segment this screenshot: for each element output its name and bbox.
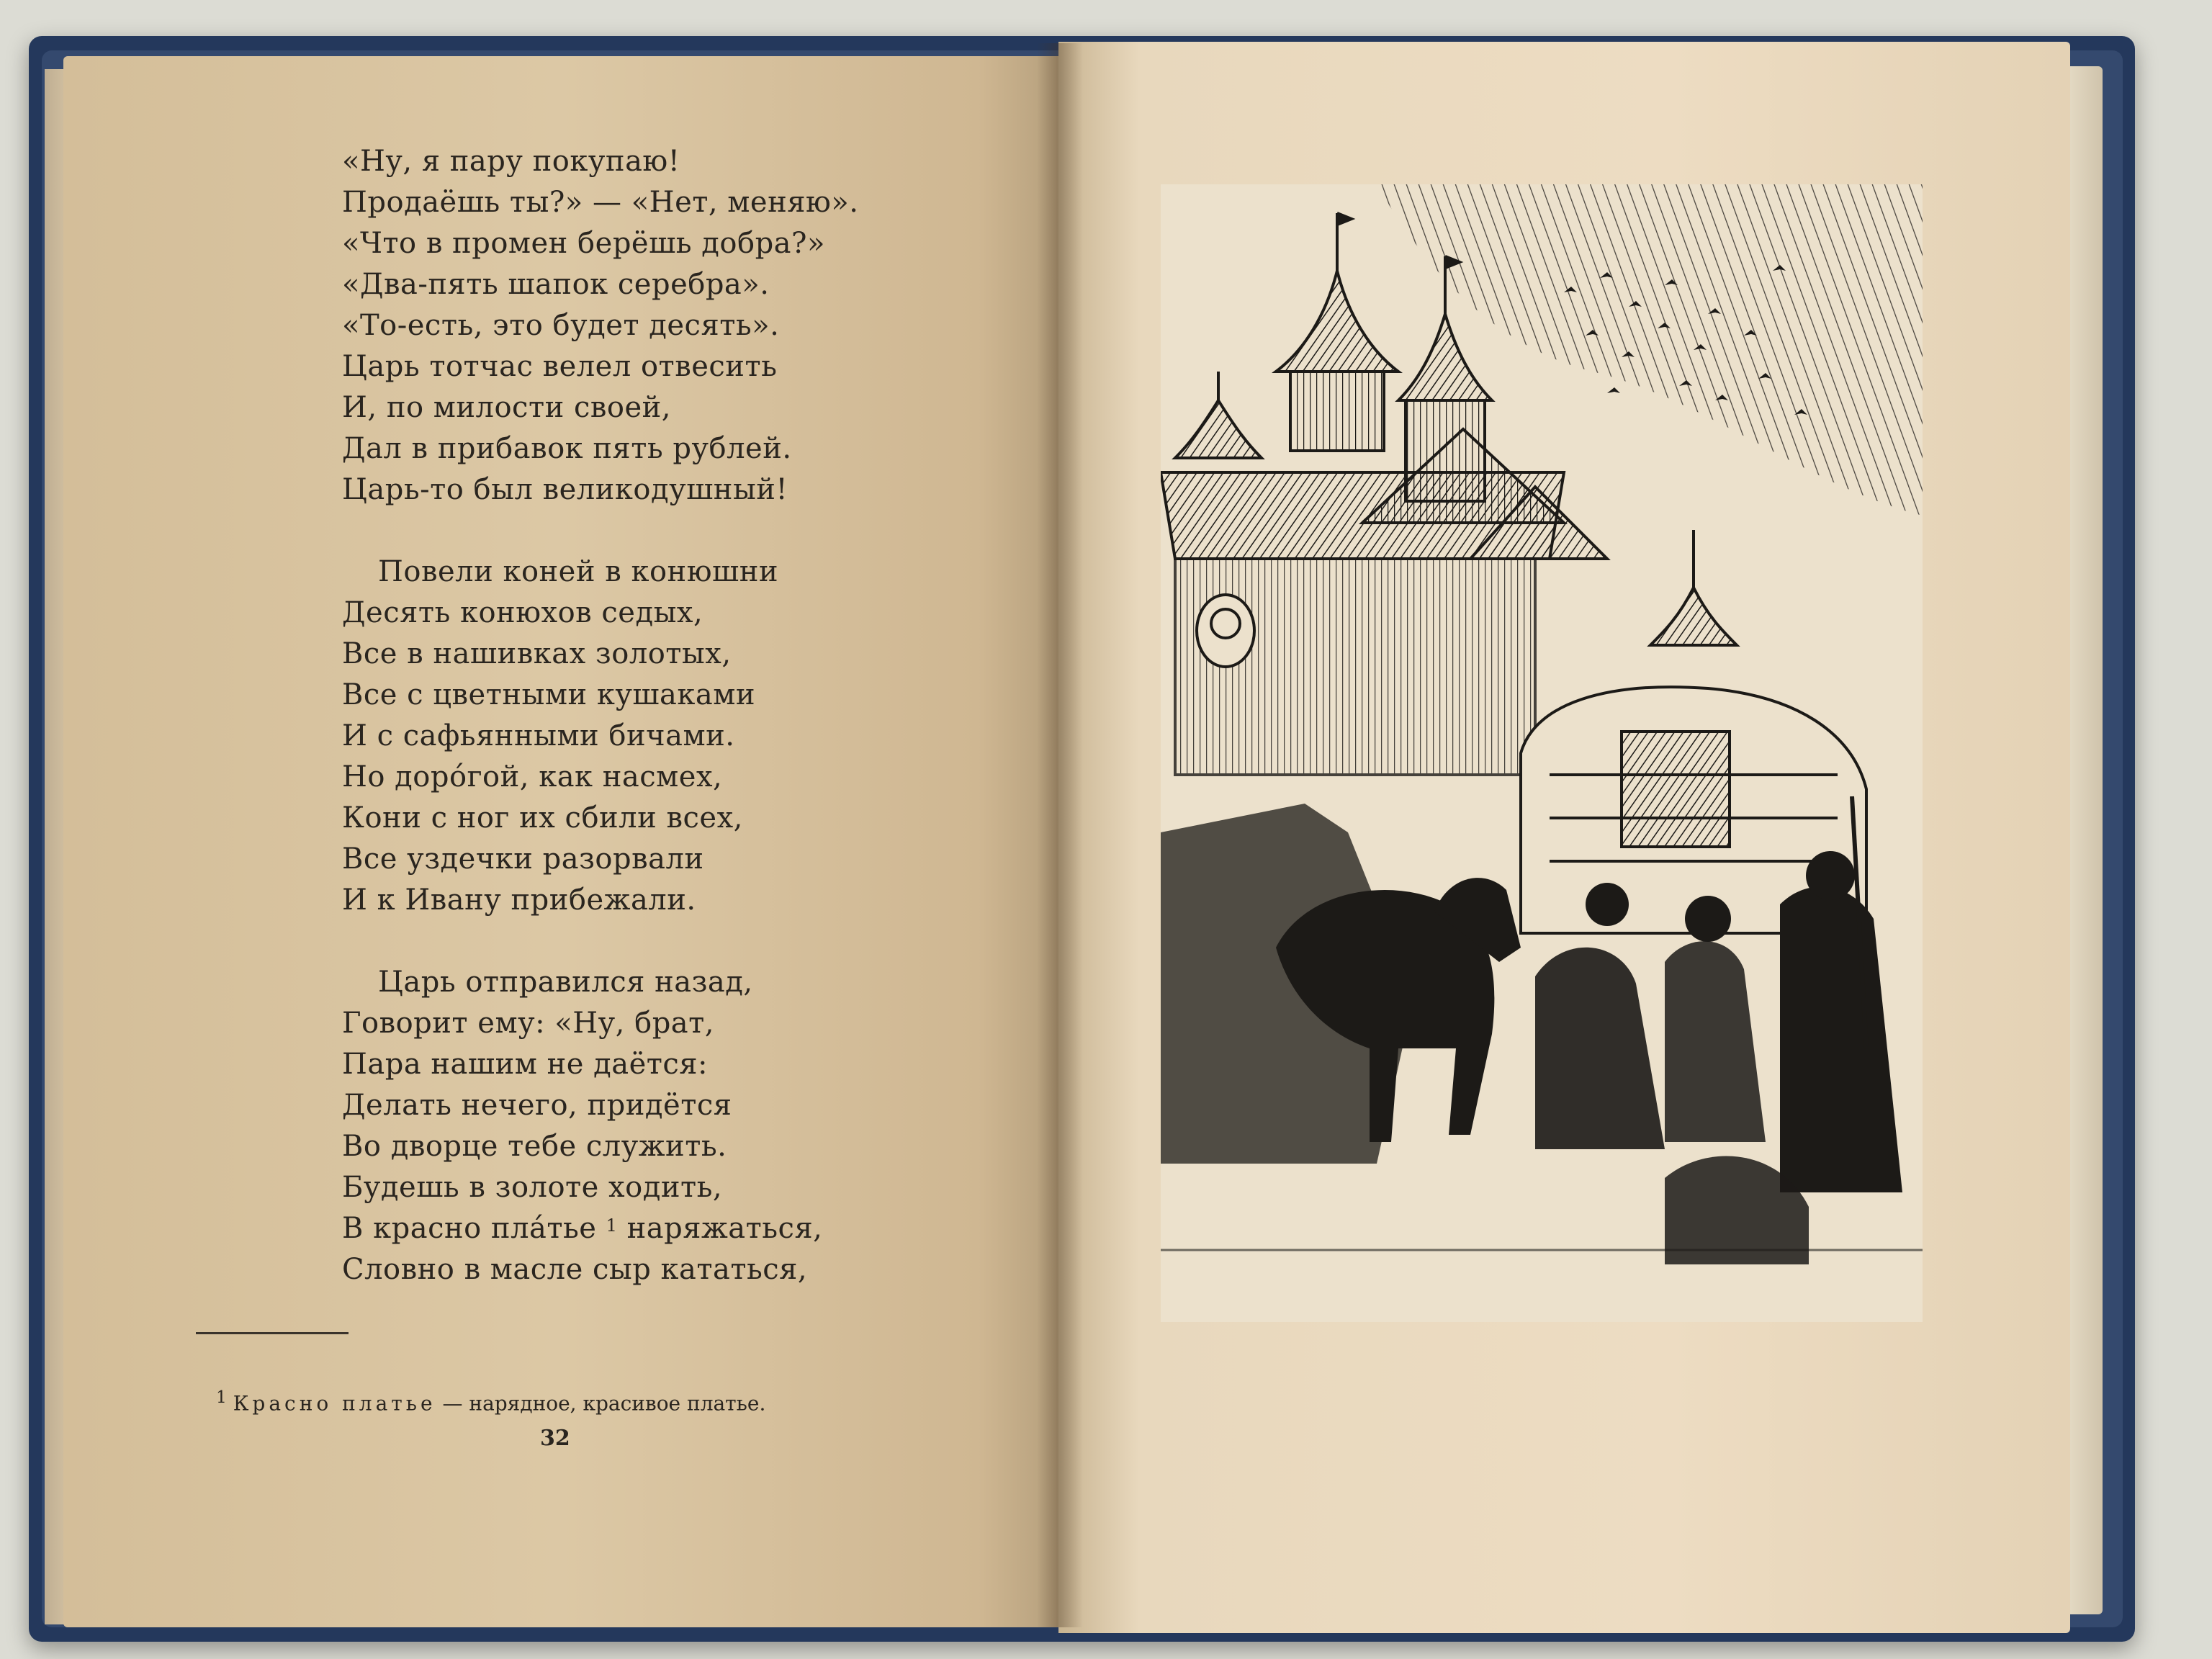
page-number: 32 bbox=[540, 1426, 570, 1451]
poem-line: Пара нашим не даётся: bbox=[342, 1048, 709, 1081]
poem-line: Все с цветными кушаками bbox=[342, 678, 756, 711]
poem-line: И с сафьянными бичами. bbox=[342, 719, 735, 752]
poem-line: «То-есть, это будет десять». bbox=[342, 309, 780, 342]
poem-line: Продаёшь ты?» — «Нет, меняю». bbox=[342, 186, 859, 219]
book-gutter bbox=[1037, 43, 1083, 1627]
poem-line: Дал в прибавок пять рублей. bbox=[342, 432, 792, 465]
poem-line: Все в нашивках золотых, bbox=[342, 637, 732, 670]
right-page-stack bbox=[2065, 66, 2103, 1614]
stanza-1 bbox=[342, 141, 990, 511]
poem-line: Будешь в золоте ходить, bbox=[342, 1171, 723, 1204]
footnote-definition: — нарядное, красивое платье. bbox=[442, 1391, 766, 1416]
poem-line: Десять конюхов седых, bbox=[342, 596, 703, 629]
poem-line: Во дворце тебе служить. bbox=[342, 1130, 727, 1163]
poem-line: Кони с ног их сбили всех, bbox=[342, 801, 743, 835]
poem-line: Царь отправился назад, bbox=[378, 966, 753, 999]
poem-line: Повели коней в конюшни bbox=[378, 555, 779, 588]
poem-line: «Что в промен берёшь добра?» bbox=[342, 227, 825, 260]
poem-line: Говорит ему: «Ну, брат, bbox=[342, 1007, 714, 1040]
palace-illustration bbox=[1161, 184, 1923, 1322]
stanza-3 bbox=[342, 962, 990, 1290]
poem-line bbox=[342, 1208, 990, 1249]
poem-line: Все уздечки разорвали bbox=[342, 842, 704, 876]
poem-line: Царь тотчас велел отвесить bbox=[342, 350, 778, 383]
footnote bbox=[216, 1387, 765, 1415]
stanza-2 bbox=[342, 552, 990, 921]
poem-line: Делать нечего, придётся bbox=[342, 1089, 732, 1122]
poem-line: И, по милости своей, bbox=[342, 391, 671, 424]
poem-line: «Ну, я пару покупаю! bbox=[342, 145, 680, 178]
footnote-term: Красно платье bbox=[233, 1391, 436, 1416]
footnote-rule bbox=[196, 1332, 349, 1334]
footnote-marker: 1 bbox=[216, 1387, 227, 1407]
poem-line: Словно в масле сыр кататься, bbox=[342, 1253, 808, 1286]
poem-line: Царь-то был великодушный! bbox=[342, 473, 788, 506]
poem-text bbox=[342, 141, 990, 1331]
footnote-ref: 1 bbox=[606, 1215, 618, 1236]
poem-line-start: В красно пла́тье bbox=[342, 1212, 597, 1245]
poem-line: Но доро́гой, как насмех, bbox=[342, 760, 723, 793]
poem-line: И к Ивану прибежали. bbox=[342, 884, 696, 917]
poem-line-end: наряжаться, bbox=[626, 1212, 823, 1245]
poem-line: «Два-пять шапок серебра». bbox=[342, 268, 770, 301]
